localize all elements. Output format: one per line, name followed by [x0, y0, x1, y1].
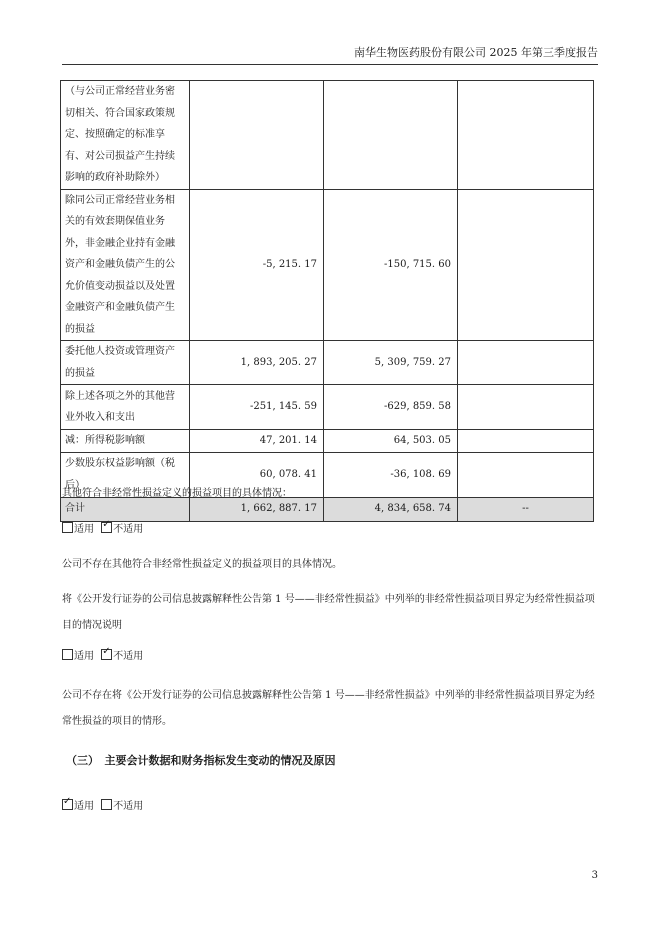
table-row [61, 341, 594, 385]
value-cell-2: -629, 859. 58 [324, 385, 458, 430]
checkbox-unchecked-icon [101, 799, 112, 810]
paragraph-statement-1: 公司不存在其他符合非经常性损益定义的损益项目的具体情况。 [62, 559, 342, 570]
row-label: 委托他人投资或管理资产的损益 [61, 341, 190, 385]
value-cell-1: -251, 145. 59 [190, 385, 324, 430]
table-row [61, 385, 594, 430]
checkbox-checked-icon [62, 799, 73, 810]
value-cell-3 [458, 385, 594, 430]
applicable-label: 适用 [74, 801, 94, 812]
value-cell-1: 1, 662, 887. 17 [190, 497, 324, 521]
checkbox-checked-icon [101, 649, 112, 660]
paragraph-other-items: 其他符合非经常性损益定义的损益项目的具体情况： [62, 488, 292, 499]
value-cell-3 [458, 81, 594, 190]
table-row [61, 430, 594, 453]
row-label: 除同公司正常经营业务相关的有效套期保值业务外，非金融企业持有金融资产和金融负债产生的公允价值变动损益以及处置金融资产和金融负债产生的损益 [61, 189, 190, 341]
not-applicable-label: 不适用 [113, 651, 144, 662]
row-label: 合计 [61, 497, 190, 521]
applicability-choice-2 [62, 649, 598, 664]
value-cell-2: 64, 503. 05 [324, 430, 458, 453]
row-label: 少数股东权益影响额（税后） [61, 452, 190, 497]
checkbox-unchecked-icon [62, 649, 73, 660]
table-row [61, 81, 594, 190]
checkbox-checked-icon [101, 522, 112, 533]
checkbox-unchecked-icon [62, 522, 73, 533]
value-cell-2: 5, 309, 759. 27 [324, 341, 458, 385]
value-cell-3: -- [458, 497, 594, 521]
value-cell-2: 4, 834, 658. 74 [324, 497, 458, 521]
applicability-choice-1 [62, 522, 598, 537]
paragraph-statement-2: 公司不存在将《公开发行证券的公司信息披露解释性公告第 1 号——非经常性损益》中列举的非经常性损益项目界定为经常性损益的项目的情形。 [62, 690, 595, 727]
not-applicable-label: 不适用 [113, 801, 144, 812]
value-cell-1: 60, 078. 41 [190, 452, 324, 497]
not-applicable-label: 不适用 [113, 524, 144, 535]
paragraph-reclassification-note: 将《公开发行证券的公司信息披露解释性公告第 1 号——非经常性损益》中列举的非经常性损益项目界定为经常性损益项目的情况说明 [62, 594, 595, 631]
value-cell-1 [190, 81, 324, 190]
row-label: 减：所得税影响额 [61, 430, 190, 453]
page-number: 3 [591, 870, 598, 881]
table-row [61, 189, 594, 341]
page-header: 南华生物医药股份有限公司 2025 年第三季度报告 [62, 46, 598, 65]
value-cell-1: 47, 201. 14 [190, 430, 324, 453]
applicable-label: 适用 [74, 524, 94, 535]
applicability-choice-3 [62, 799, 598, 814]
value-cell-2: -36, 108. 69 [324, 452, 458, 497]
row-label: 除上述各项之外的其他营业外收入和支出 [61, 385, 190, 430]
non-recurring-profit-table [60, 80, 594, 522]
section-heading: （三） 主要会计数据和财务指标发生变动的情况及原因 [66, 754, 336, 767]
value-cell-3 [458, 189, 594, 341]
value-cell-3 [458, 430, 594, 453]
row-label: （与公司正常经营业务密切相关、符合国家政策规定、按照确定的标准享有、对公司损益产生持续影响的政府补助除外） [61, 81, 190, 190]
value-cell-3 [458, 341, 594, 385]
applicable-label: 适用 [74, 651, 94, 662]
value-cell-2 [324, 81, 458, 190]
value-cell-1: -5, 215. 17 [190, 189, 324, 341]
value-cell-1: 1, 893, 205. 27 [190, 341, 324, 385]
value-cell-2: -150, 715. 60 [324, 189, 458, 341]
